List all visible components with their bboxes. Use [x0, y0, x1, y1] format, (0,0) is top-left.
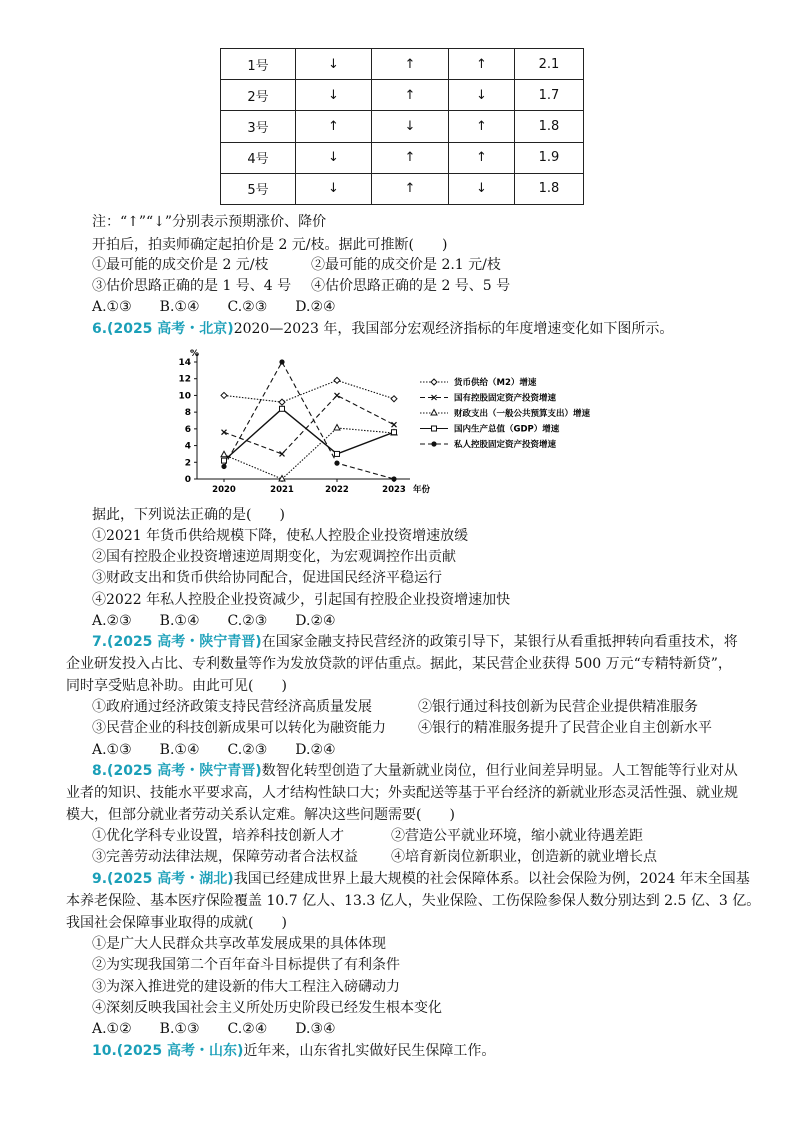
price-table	[220, 48, 584, 205]
q8-line-2: 业者的知识、技能水平要求高，人才结构性缺口大；外卖配送等基于平台经济的新就业形态灵活性强、就业规	[66, 785, 738, 801]
table-cell-id: 4号	[221, 142, 296, 173]
table-cell-c2: ↑	[372, 80, 449, 111]
q7-answers[interactable]: A.①③ B.①④ C.②③ D.②④	[92, 742, 336, 758]
q8-line-1: 数智化转型创造了大量新就业岗位，但行业间差异明显。人工智能等行业对从	[261, 763, 738, 779]
data-point	[334, 377, 340, 383]
series-line-1	[224, 380, 394, 402]
q7-option-4[interactable]: ④银行的精准服务提升了民营企业自主创新水平	[418, 720, 712, 736]
q9-tag: 9.(2025 高考・湖北)	[92, 871, 234, 887]
table-cell-price: 1.9	[515, 142, 584, 173]
table-cell-c3: ↑	[449, 111, 515, 142]
table-cell-c2: ↑	[372, 49, 449, 80]
x-tick-label: 2022	[325, 485, 349, 495]
table-cell-id: 1号	[221, 49, 296, 80]
q5-answers[interactable]: A.①③ B.①④ C.②③ D.②④	[92, 299, 336, 315]
q5-option-4[interactable]: ④估价思路正确的是 2 号、5 号	[311, 278, 511, 294]
q9-line-3: 我国社会保障事业取得的成就( )	[66, 915, 287, 931]
q7-option-2[interactable]: ②银行通过科技创新为民营企业提供精准服务	[418, 699, 698, 715]
q8-heading	[92, 761, 738, 781]
x-tick-label: 2021	[270, 485, 294, 495]
data-point	[392, 430, 397, 435]
table-cell-c3: ↑	[449, 142, 515, 173]
table-cell-c1: ↑	[296, 111, 372, 142]
y-tick-label: 12	[178, 374, 191, 385]
table-cell-c1: ↓	[296, 142, 372, 173]
data-point	[221, 451, 227, 457]
line-chart	[170, 346, 640, 498]
data-point	[221, 464, 226, 469]
table-cell-c1: ↓	[296, 80, 372, 111]
table-cell-id: 5号	[221, 173, 296, 204]
q9-line-1: 我国已经建成世界上最大规模的社会保障体系。以社会保险为例，2024 年末全国基	[233, 871, 750, 887]
table-cell-c3: ↑	[449, 49, 515, 80]
table-row	[221, 142, 584, 173]
table-cell-c1: ↓	[296, 173, 372, 204]
q10-tag: 10.(2025 高考・山东)	[92, 1043, 244, 1059]
data-point	[391, 476, 396, 481]
q7-option-3[interactable]: ③民营企业的科技创新成果可以转化为融资能力	[92, 720, 386, 736]
data-point	[391, 396, 397, 402]
table-cell-id: 3号	[221, 111, 296, 142]
data-point	[335, 451, 340, 456]
q7-line-2: 企业研发投入占比、专利数量等作为发放贷款的评估重点。据此，某民营企业获得 500 万元“专精特新贷”，	[66, 656, 732, 672]
y-tick-label: 0	[184, 475, 191, 485]
table-row	[221, 80, 584, 111]
table-cell-c3: ↓	[449, 173, 515, 204]
q9-option-1[interactable]: ①是广大人民群众共享改革发展成果的具体体现	[92, 936, 386, 952]
q10-heading	[92, 1041, 495, 1061]
q9-option-3[interactable]: ③为深入推进党的建设新的伟大工程注入磅礴动力	[92, 979, 400, 995]
table-row	[221, 111, 584, 142]
data-point	[222, 430, 227, 435]
q5-option-3[interactable]: ③估价思路正确的是 1 号、4 号	[92, 278, 292, 294]
y-tick-label: 4	[184, 441, 191, 452]
q9-answers[interactable]: A.①② B.①③ C.②④ D.③④	[92, 1021, 336, 1037]
legend-marker	[431, 379, 437, 385]
table-cell-id: 2号	[221, 80, 296, 111]
q7-option-1[interactable]: ①政府通过经济政策支持民营经济高质量发展	[92, 699, 372, 715]
q6-tag: 6.(2025 高考・北京)	[92, 321, 234, 337]
y-tick-label: 6	[184, 424, 191, 435]
y-tick-label: 14	[178, 358, 191, 368]
q7-heading	[92, 632, 738, 652]
legend-label: 货币供给（M2）增速	[454, 378, 537, 388]
y-tick-label: 8	[184, 408, 191, 419]
q10-stem: 近年来，山东省扎实做好民生保障工作。	[243, 1043, 496, 1059]
y-tick-label: 2	[184, 458, 191, 469]
q7-line-3: 同时享受贴息补助。由此可见( )	[66, 678, 287, 694]
data-point	[280, 406, 285, 411]
table-cell-c2: ↑	[372, 173, 449, 204]
q6-lead: 据此，下列说法正确的是( )	[92, 507, 285, 523]
legend-label: 国有控股固定资产投资增速	[454, 393, 557, 404]
table-row	[221, 49, 584, 80]
legend-marker	[432, 426, 437, 431]
data-point	[221, 392, 227, 398]
legend-marker	[431, 410, 437, 416]
data-point	[279, 399, 285, 405]
legend-label: 财政支出（一般公共预算支出）增速	[454, 409, 591, 419]
q6-option-3[interactable]: ③财政支出和货币供给协同配合，促进国民经济平稳运行	[92, 570, 442, 586]
x-tick-label: 2020	[212, 485, 236, 495]
q9-line-2: 本养老保险、基本医疗保险覆盖 10.7 亿人、13.3 亿人，失业保险、工伤保险参保人数分别达到 2.5 亿、3 亿。	[66, 893, 761, 909]
x-axis-label: 年份	[413, 485, 431, 495]
table-cell-price: 1.8	[515, 173, 584, 204]
legend-label: 国内生产总值（GDP）增速	[454, 424, 560, 435]
data-point	[279, 359, 284, 364]
table-cell-c2: ↓	[372, 111, 449, 142]
q8-option-3[interactable]: ③完善劳动法律法规，保障劳动者合法权益	[92, 849, 358, 865]
legend-marker	[431, 441, 436, 446]
q9-heading	[92, 869, 750, 889]
table-cell-c3: ↓	[449, 80, 515, 111]
data-point	[335, 393, 340, 398]
q6-heading	[92, 319, 673, 339]
table-row	[221, 173, 584, 204]
table-cell-price: 2.1	[515, 49, 584, 80]
table-cell-c2: ↑	[372, 142, 449, 173]
table-note: 注：“↑”“↓”分别表示预期涨价、降价	[92, 214, 327, 230]
q5-option-2[interactable]: ②最可能的成交价是 2.1 元/枝	[311, 257, 501, 273]
q8-option-4[interactable]: ④培育新岗位新职业，创造新的就业增长点	[391, 849, 657, 865]
series-line-5	[224, 362, 394, 479]
q7-line-1: 在国家金融支持民营经济的政策引导下，某银行从看重抵押转向看重技术，将	[261, 634, 738, 650]
q5-option-1[interactable]: ①最可能的成交价是 2 元/枝	[92, 257, 269, 273]
q6-option-1[interactable]: ①2021 年货币供给规模下降，使私人控股企业投资增速放缓	[92, 528, 469, 544]
data-point	[392, 422, 397, 427]
q8-option-2[interactable]: ②营造公平就业环境，缩小就业待遇差距	[391, 828, 643, 844]
data-point	[280, 451, 285, 456]
q9-option-2[interactable]: ②为实现我国第二个百年奋斗目标提供了有利条件	[92, 957, 400, 973]
table-cell-price: 1.7	[515, 80, 584, 111]
q7-tag: 7.(2025 高考・陕宁青晋)	[92, 634, 262, 650]
legend-label: 私人控股固定资产投资增速	[454, 440, 557, 450]
q6-option-4[interactable]: ④2022 年私人控股企业投资减少，引起国有控股企业投资增速加快	[92, 592, 511, 608]
y-axis-label: %	[190, 349, 200, 359]
data-point	[334, 425, 340, 431]
series-line-2	[224, 395, 394, 454]
q6-option-2[interactable]: ②国有控股企业投资增速逆周期变化，为宏观调控作出贡献	[92, 549, 456, 565]
y-tick-label: 10	[178, 391, 191, 402]
q9-option-4[interactable]: ④深刻反映我国社会主义所处历史阶段已经发生根本变化	[92, 1000, 442, 1016]
q8-option-1[interactable]: ①优化学科专业设置，培养科技创新人才	[92, 828, 344, 844]
table-cell-c1: ↓	[296, 49, 372, 80]
q5-stem: 开拍后，拍卖师确定起拍价是 2 元/枝。据此可推断( )	[92, 237, 448, 253]
x-tick-label: 2023	[382, 485, 406, 495]
table-cell-price: 1.8	[515, 111, 584, 142]
data-point	[334, 461, 339, 466]
q8-line-3: 模大，但部分就业者劳动关系认定难。解决这些问题需要( )	[66, 807, 455, 823]
q6-stem: 2020—2023 年，我国部分宏观经济指标的年度增速变化如下图所示。	[233, 321, 674, 337]
q8-tag: 8.(2025 高考・陕宁青晋)	[92, 763, 262, 779]
q6-answers[interactable]: A.②③ B.①④ C.②③ D.②④	[92, 613, 336, 629]
series-line-4	[224, 409, 394, 461]
